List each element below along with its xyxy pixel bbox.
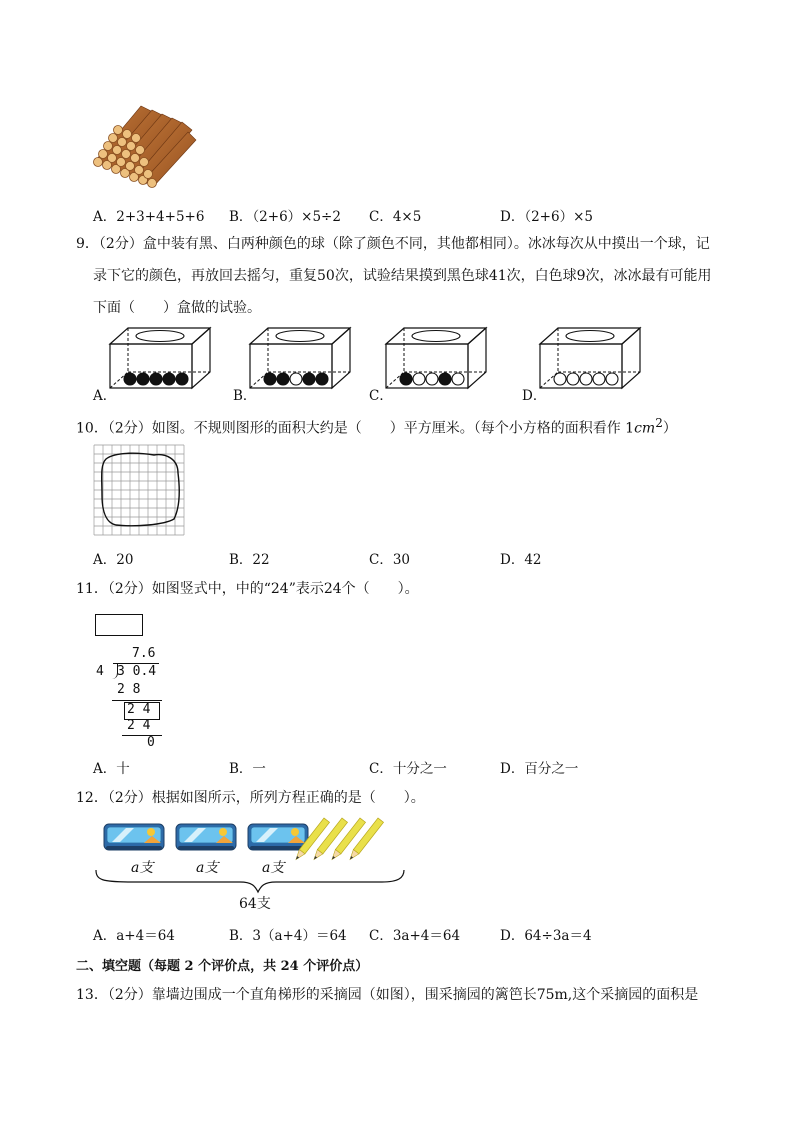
q10-option-a[interactable]: A．20	[93, 552, 134, 568]
q12-option-b[interactable]: B．3（a+4）＝64	[229, 928, 347, 944]
ball-black	[316, 373, 328, 385]
ball-black	[400, 373, 412, 385]
q11-option-c[interactable]: C．十分之一	[369, 761, 447, 777]
q10-option-c[interactable]: C．30	[369, 552, 411, 568]
q8-option-c[interactable]: C．4×5	[369, 209, 422, 225]
q8-option-b[interactable]: B．（2+6）×5÷2	[229, 209, 341, 225]
ball-black	[137, 373, 149, 385]
q9-text-line2: 录下它的颜色，再放回去摇匀，重复50次，试验结果摸到黑色球41次，白色球9次，冰冰最有可能用	[93, 268, 712, 284]
q8-option-d[interactable]: D．（2+6）×5	[500, 209, 593, 225]
pencil-case-icon	[248, 824, 308, 850]
q11-dividend: 3 0.4	[117, 664, 157, 679]
q9-label-b[interactable]: B．	[233, 388, 257, 404]
ball-black	[150, 373, 162, 385]
q11-divisor: 4	[96, 664, 104, 679]
q11-line-2	[122, 735, 162, 736]
q12-option-c[interactable]: C．3a+4＝64	[369, 928, 461, 944]
ball-box-a	[110, 328, 210, 388]
q11-option-b[interactable]: B．一	[229, 761, 266, 777]
ball-black	[264, 373, 276, 385]
q11-line-1	[112, 700, 162, 701]
irregular-shape	[102, 453, 180, 526]
q10-text	[76, 413, 677, 439]
q10-unit-sup: 2	[655, 416, 663, 430]
q11-remainder-1: 2 4	[127, 702, 151, 717]
ball-black	[124, 373, 136, 385]
ball-box-c	[386, 328, 486, 388]
pencil-case-icon	[176, 824, 236, 850]
q9-text-line3: 下面（ ）盒做的试验。	[93, 300, 261, 316]
stacked-logs-image	[86, 98, 198, 193]
ball-black	[439, 373, 451, 385]
q10-grid-figure	[94, 445, 186, 537]
ball-white	[426, 373, 438, 385]
ball-black	[176, 373, 188, 385]
q12-label-a-1: a支	[131, 860, 154, 876]
q10-option-d[interactable]: D．42	[500, 552, 542, 568]
ball-white	[290, 373, 302, 385]
q12-label-a-3: a支	[262, 860, 285, 876]
q11-text: 11．（2分）如图竖式中，中的“24”表示24个（ ）。	[76, 581, 419, 597]
section-2-heading: 二、填空题（每题 2 个评价点，共 24 个评价点）	[76, 959, 369, 974]
q8-option-a[interactable]: A．2+3+4+5+6	[93, 209, 205, 225]
pencil-case-icon	[104, 824, 164, 850]
q10-option-b[interactable]: B．22	[229, 552, 270, 568]
ball-white	[593, 373, 605, 385]
ball-white	[452, 373, 464, 385]
q13-text: 13．（2分）靠墙边围成一个直角梯形的采摘园（如图），围采摘园的篱笆长75m,这个采摘园的面积是	[76, 987, 699, 1003]
q11-subtrahend-1: 2 8	[117, 682, 141, 697]
q12-label-a-2: a支	[196, 860, 219, 876]
q9-label-d[interactable]: D．	[522, 388, 547, 404]
q12-total-label: 64支	[239, 896, 271, 912]
q11-option-d[interactable]: D．百分之一	[500, 761, 579, 777]
q11-subtrahend-2: 2 4	[127, 718, 151, 733]
ball-white	[606, 373, 618, 385]
q12-text: 12．（2分）根据如图所示，所列方程正确的是（ ）。	[76, 790, 425, 806]
ball-white	[413, 373, 425, 385]
pencil-icon	[329, 818, 365, 862]
q11-option-a[interactable]: A．十	[93, 761, 130, 777]
q11-long-division	[90, 644, 170, 750]
ball-box-d	[540, 328, 640, 388]
pencil-icon	[347, 818, 383, 862]
q11-result: 0	[147, 735, 155, 750]
ball-white	[580, 373, 592, 385]
q9-label-c[interactable]: C．	[369, 388, 393, 404]
ball-box-b	[250, 328, 350, 388]
ball-black	[277, 373, 289, 385]
q12-option-d[interactable]: D．64÷3a＝4	[500, 928, 592, 944]
q9-label-a[interactable]: A．	[93, 388, 117, 404]
q9-text-line1: 9．（2分）盒中装有黑、白两种颜色的球（除了颜色不同，其他都相同）。冰冰每次从中摸出一个球，记	[76, 236, 710, 252]
ball-black	[303, 373, 315, 385]
q9-ball-boxes	[110, 326, 730, 398]
q11-quotient: 7.6	[132, 646, 156, 661]
q12-option-a[interactable]: A．a+4＝64	[93, 928, 175, 944]
ball-black	[163, 373, 175, 385]
q11-blank-box	[95, 614, 143, 636]
q10-close: ）	[662, 420, 677, 437]
q10-question: 10．（2分）如图。不规则图形的面积大约是（ ）平方厘米。（每个小方格的面积看作 1	[76, 420, 635, 437]
q10-unit: cm	[634, 420, 656, 437]
ball-white	[567, 373, 579, 385]
pencil-icon	[311, 818, 347, 862]
ball-white	[554, 373, 566, 385]
